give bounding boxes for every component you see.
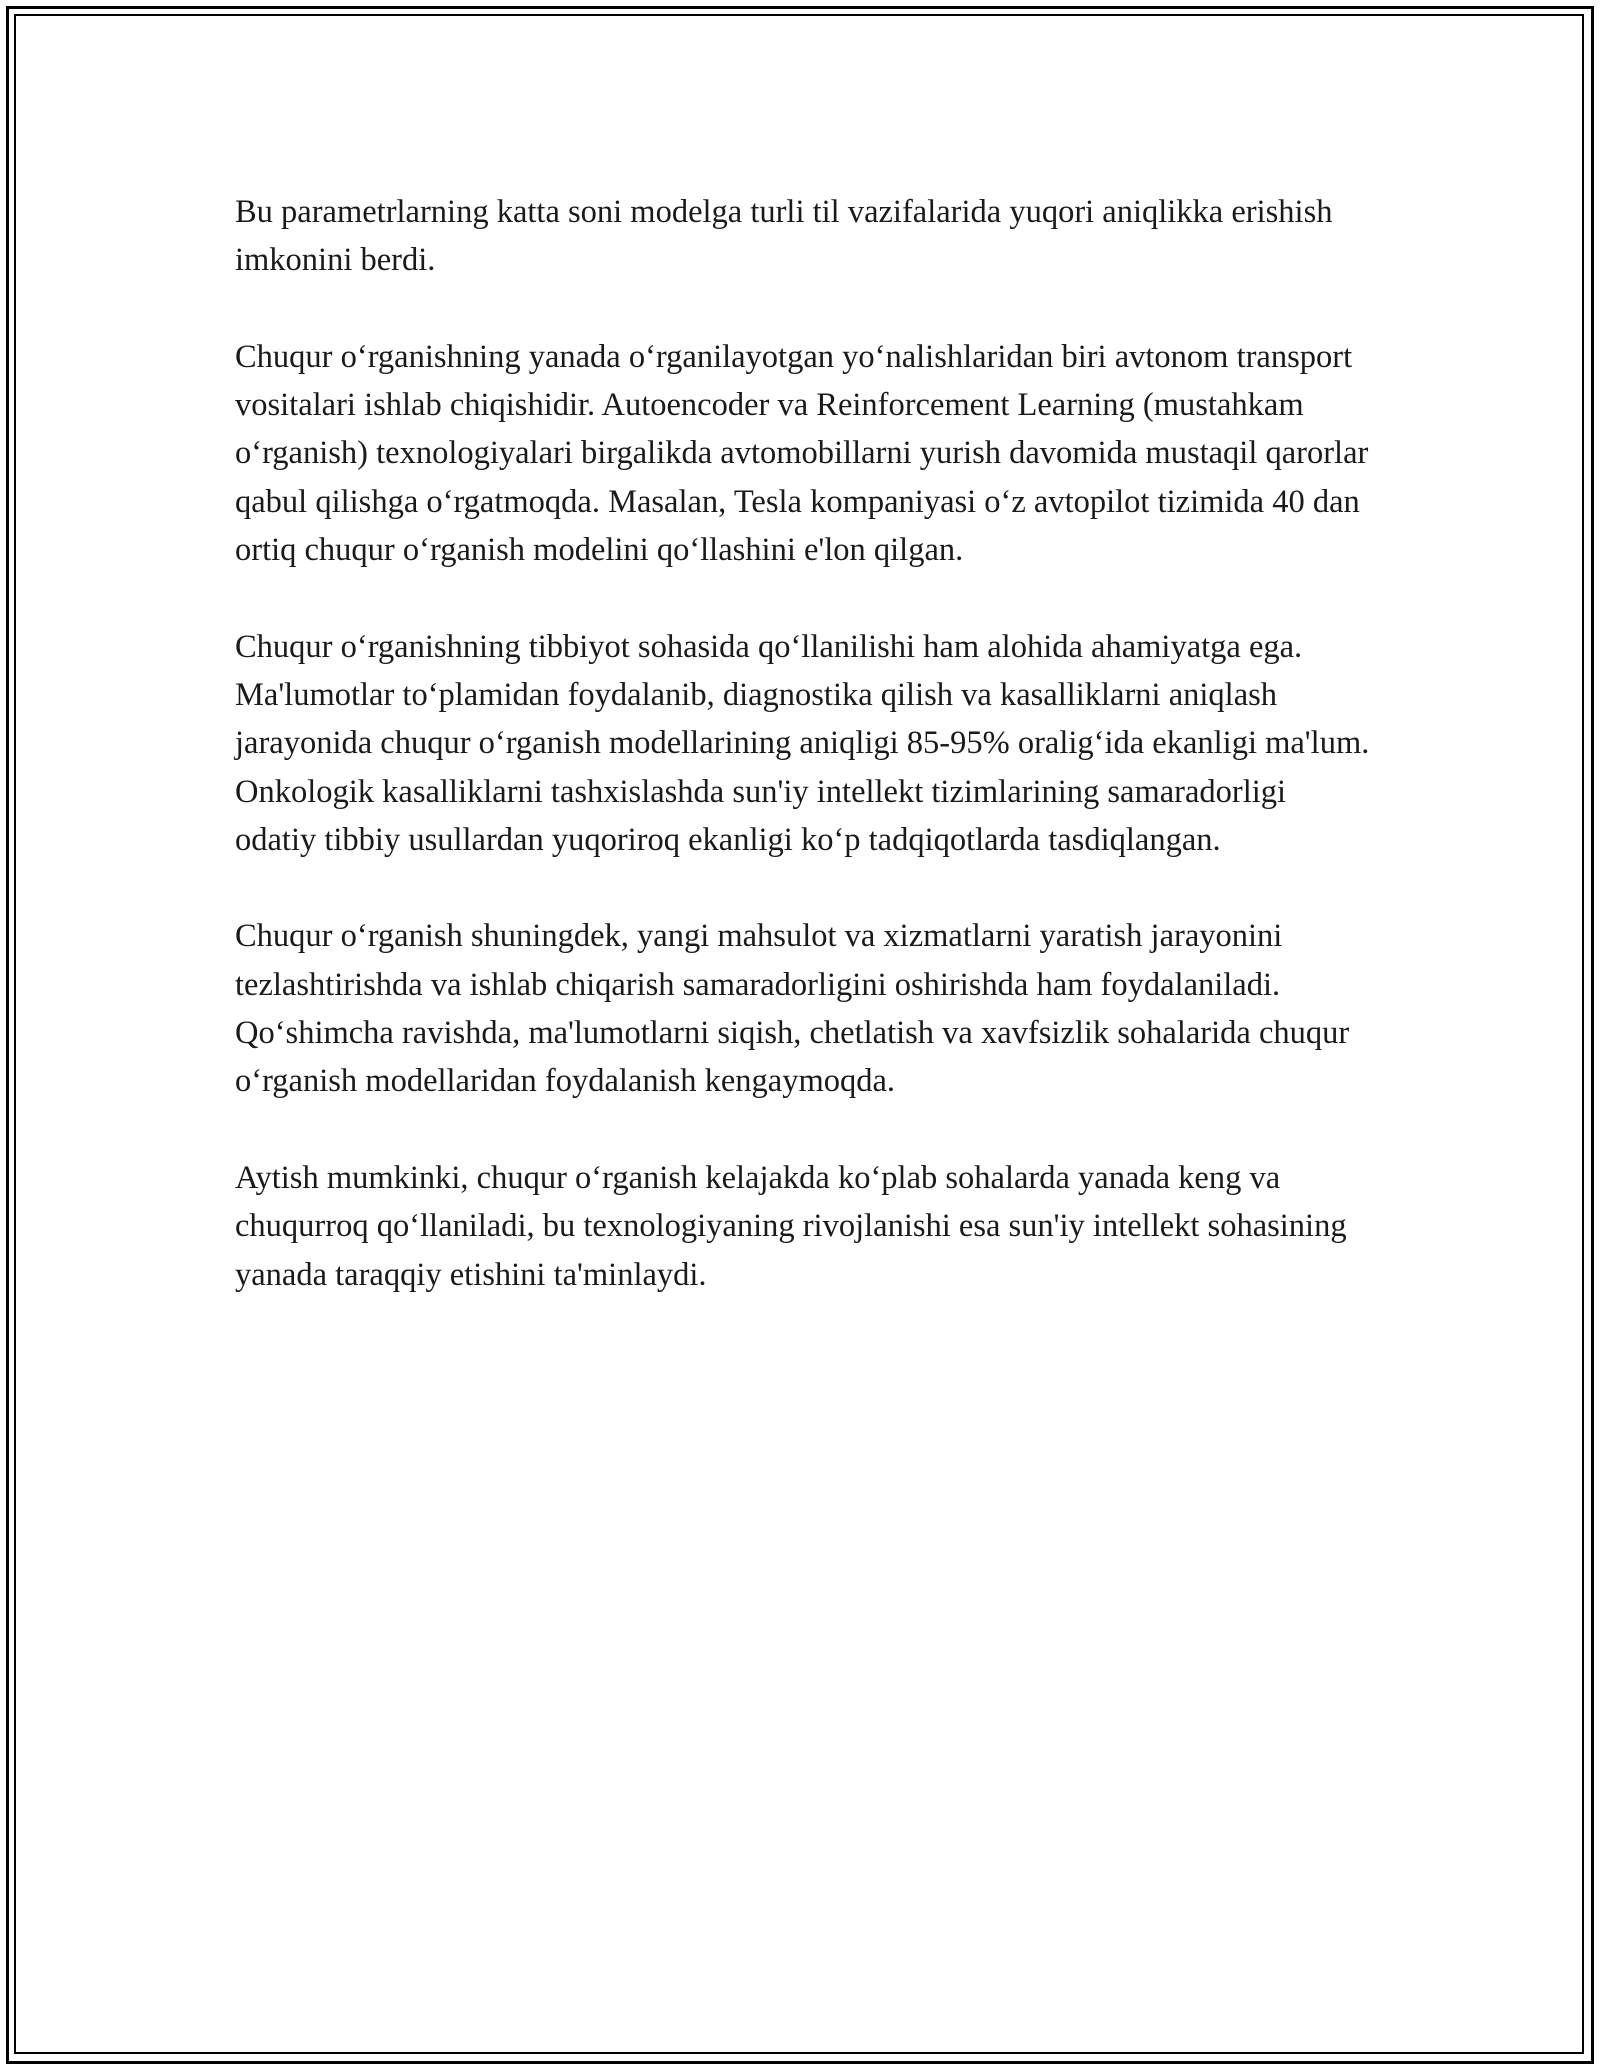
paragraph-2: Chuqur o‘rganishning yanada o‘rganilayotgan yo‘nalishlaridan biri avtonom transport vositalari ishlab chiqishidir. Autoencoder va Reinforcement Learning (mustahkam o‘rganish) texnologiyalari birgalikda avtomobillarni yurish davomida mustaqil qarorlar qabul qilishga o‘rgatmoqda. Masalan, Tesla kompaniyasi o‘z avtopilot tizimida 40 dan ortiq chuqur o‘rganish modelini qo‘llashini e'lon qilgan. [235, 338, 1369, 569]
paragraph-1: Bu parametrlarning katta soni modelga turli til vazifalarida yuqori aniqlikka erishish imkonini berdi. [235, 194, 1333, 279]
document-body [235, 188, 1375, 1347]
paragraph-5: Aytish mumkinki, chuqur o‘rganish kelajakda ko‘plab sohalarda yanada keng va chuqurroq qo‘llaniladi, bu texnologiyaning rivojlanishi esa sun'iy intellekt sohasining yanada taraqqiy etishini ta'minlaydi. [235, 1159, 1347, 1293]
paragraph-4: Chuqur o‘rganish shuningdek, yangi mahsulot va xizmatlarni yaratish jarayonini tezlashtirishda va ishlab chiqarish samaradorligini oshirishda ham foydalaniladi. Qo‘shimcha ravishda, ma'lumotlarni siqish, chetlatish va xavfsizlik sohalarida chuqur o‘rganish modellaridan foydalanish kengaymoqda. [235, 918, 1350, 1100]
paragraph-3: Chuqur o‘rganishning tibbiyot sohasida qo‘llanilishi ham alohida ahamiyatga ega. Ma'lumotlar to‘plamidan foydalanib, diagnostika qilish va kasalliklarni aniqlash jarayonida chuqur o‘rganish modellarining aniqligi 85-95% oralig‘ida ekanligi ma'lum. Onkologik kasalliklarni tashxislashda sun'iy intellekt tizimlarining samaradorligi odatiy tibbiy usullardan yuqoriroq ekanligi ko‘p tadqiqotlarda tasdiqlangan. [235, 628, 1370, 858]
